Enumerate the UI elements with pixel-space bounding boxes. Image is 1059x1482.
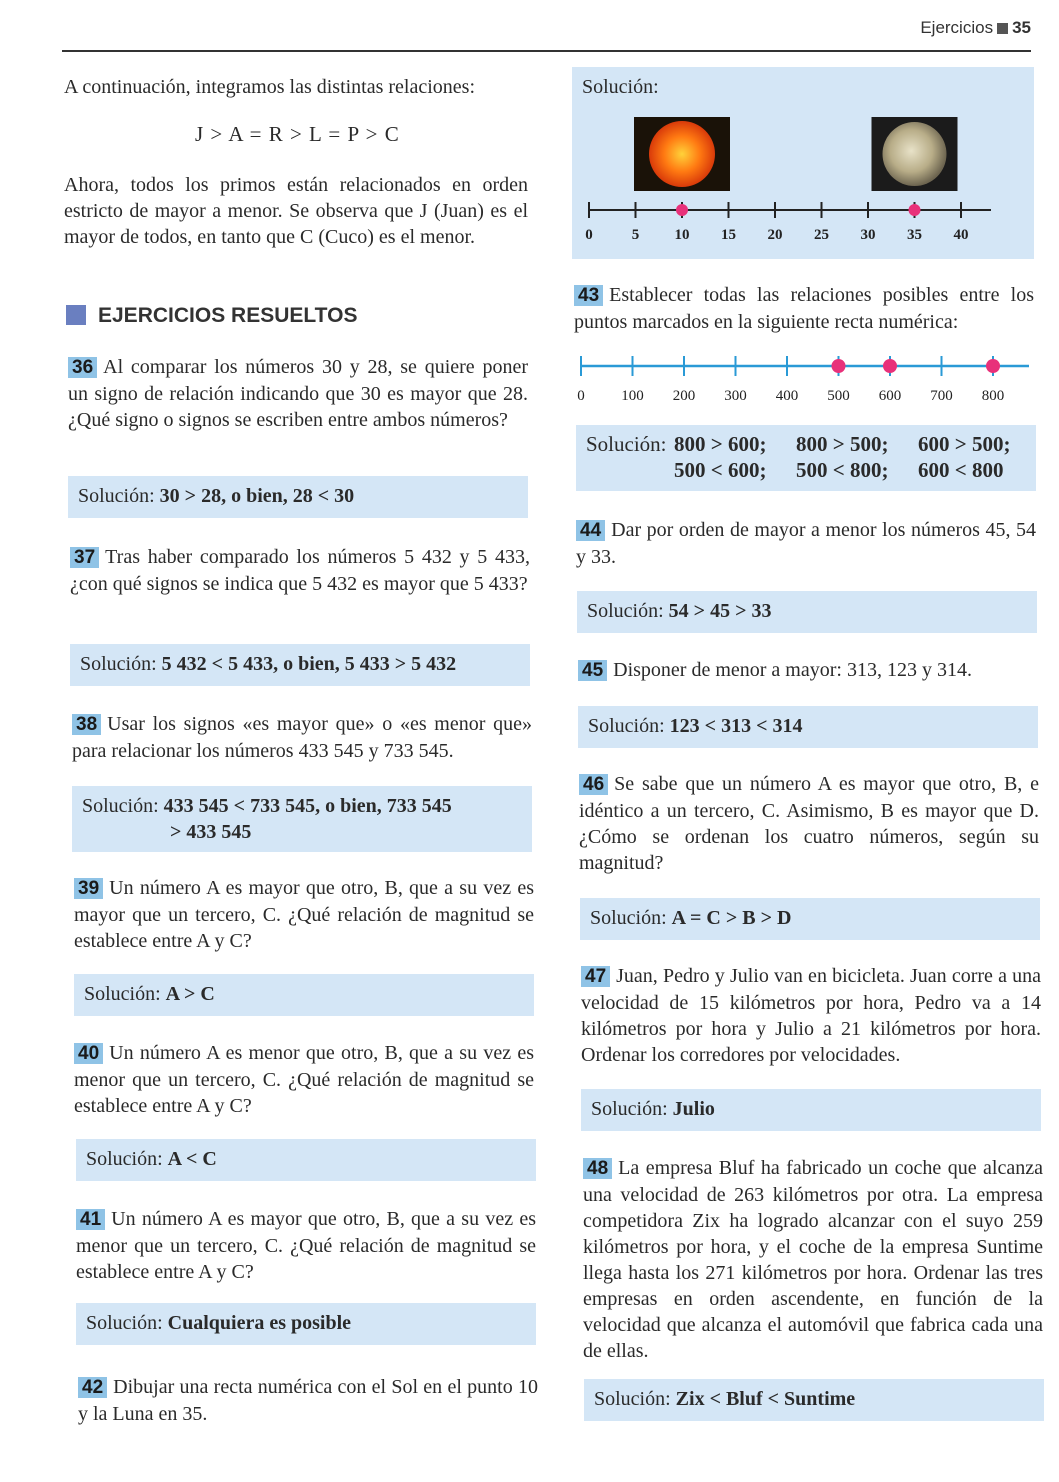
solution-value-cont: > 433 545 xyxy=(170,821,252,843)
square-icon xyxy=(66,305,86,325)
tick-label: 800 xyxy=(981,388,1005,404)
section-title: EJERCICIOS RESUELTOS xyxy=(98,304,358,327)
marked-point xyxy=(986,359,1000,373)
exercise-text: Un número A es mayor que otro, B, que a su vez es mayor que un tercero, C. ¿Qué relación de magnitud se establece entre A y C? xyxy=(74,877,534,952)
solution-label: Solución: xyxy=(86,1148,163,1170)
header-rule xyxy=(62,50,1031,52)
solution-47 xyxy=(581,1089,1041,1131)
solution-value: Julio xyxy=(672,1098,715,1120)
exercise-text: Tras haber comparado los números 5 432 y 5 433, ¿con qué signos se indica que 5 432 es mayor que 5 433? xyxy=(70,546,530,595)
solution-label: Solución: xyxy=(587,600,664,622)
solution-label: Solución: xyxy=(582,76,659,98)
tick-label: 100 xyxy=(621,388,644,404)
solution-label: Solución: xyxy=(78,485,155,507)
marked-point xyxy=(909,204,921,216)
exercise-number: 43 xyxy=(574,285,603,306)
tick-label: 500 xyxy=(827,388,850,404)
exercise-46 xyxy=(579,771,1039,876)
page-number: 35 xyxy=(1012,18,1031,37)
exercise-38 xyxy=(72,711,532,764)
solution-value: Cualquiera es posible xyxy=(167,1312,352,1334)
solution-value: 30 > 28, o bien, 28 < 30 xyxy=(159,485,355,507)
exercise-45 xyxy=(578,657,1038,684)
solution-value: 800 > 600; xyxy=(674,432,767,456)
square-icon xyxy=(997,23,1008,34)
tick-label: 5 xyxy=(631,227,640,243)
marked-point xyxy=(832,359,846,373)
exercise-number: 48 xyxy=(583,1158,612,1179)
solution-value: 500 < 800; xyxy=(796,458,889,482)
exercise-number: 47 xyxy=(581,966,610,987)
exercise-48 xyxy=(583,1155,1043,1364)
exercise-41 xyxy=(76,1206,536,1285)
solution-44 xyxy=(577,591,1037,633)
solution-value: 600 > 500; xyxy=(918,432,1011,456)
exercise-text: Juan, Pedro y Julio van en bicicleta. Juan corre a una velocidad de 15 kilómetros por hora, Pedro va a 14 kilómetros por hora y Julio a 21 kilómetros por hora. Ordenar los corredores por velocidades. xyxy=(581,965,1041,1066)
solution-39 xyxy=(74,974,534,1016)
exercise-number: 38 xyxy=(72,714,101,735)
exercise-number: 46 xyxy=(579,774,608,795)
moon-icon xyxy=(883,122,947,186)
exercise-42 xyxy=(78,1374,538,1427)
tick-label: 300 xyxy=(724,388,747,404)
solution-label: Solución: xyxy=(590,907,667,929)
exercise-text: Un número A es menor que otro, B, que a su vez es menor que un tercero, C. ¿Qué relación de magnitud se establece entre A y C? xyxy=(74,1042,534,1117)
solution-45 xyxy=(578,706,1038,748)
exercise-44 xyxy=(576,517,1036,570)
section-heading xyxy=(66,304,357,328)
solution-40 xyxy=(76,1139,536,1181)
tick-label: 40 xyxy=(953,227,969,243)
tick-label: 25 xyxy=(814,227,829,243)
solution-label: Solución: xyxy=(82,795,159,817)
intro-paragraph: Ahora, todos los primos están relacionados en orden estricto de mayor a menor. Se observa que J (Juan) es el mayor de todos, en tanto que C (Cuco) es el menor. xyxy=(64,174,528,248)
exercise-number: 37 xyxy=(70,547,99,568)
exercise-text: Establecer todas las relaciones posibles entre los puntos marcados en la siguiente recta numérica: xyxy=(574,284,1034,333)
tick-label: 20 xyxy=(767,227,783,243)
exercise-number: 39 xyxy=(74,878,103,899)
solution-label: Solución: xyxy=(86,1312,163,1334)
exercise-number: 36 xyxy=(68,357,97,378)
solution-36 xyxy=(68,476,528,518)
exercise-text: La empresa Bluf ha fabricado un coche que alcanza una velocidad de 263 kilómetros por otra. La empresa competidora Zix ha logrado alcanzar con el suyo 259 kilómetros por hora, y el coche de la empresa Suntime llega hasta los 271 kilómetros por hora. Ordenar las tres empresas en orden ascendente, en función de la velocidad que alcanza el automóvil que fabrica cada una de ellas. xyxy=(583,1157,1043,1362)
header-title: Ejercicios xyxy=(920,18,994,37)
exercise-number: 44 xyxy=(576,520,605,541)
solution-value: 123 < 313 < 314 xyxy=(669,715,803,737)
exercise-number: 41 xyxy=(76,1209,105,1230)
exercise-number: 45 xyxy=(578,660,607,681)
tick-label: 600 xyxy=(878,388,902,404)
exercise-43 xyxy=(574,282,1034,335)
solution-value: 500 < 600; xyxy=(674,458,767,482)
solution-value: Zix < Bluf < Suntime xyxy=(675,1388,856,1410)
exercise-text: Dibujar una recta numérica con el Sol en el punto 10 y la Luna en 35. xyxy=(78,1376,538,1425)
exercise-39 xyxy=(74,875,534,954)
marked-point xyxy=(676,204,688,216)
page-header xyxy=(920,18,1031,38)
solution-48 xyxy=(584,1379,1044,1421)
exercise-text: Al comparar los números 30 y 28, se quiere poner un signo de relación indicando que 30 es mayor que 28. ¿Qué signo o signos se escriben entre ambos números? xyxy=(68,356,528,431)
solution-46 xyxy=(580,898,1040,940)
tick-label: 400 xyxy=(775,388,799,404)
solution-43 xyxy=(576,425,1036,491)
tick-label: 200 xyxy=(672,388,696,404)
solution-value: A = C > B > D xyxy=(671,907,792,929)
tick-label: 0 xyxy=(585,227,593,243)
solution-value: A > C xyxy=(165,983,215,1005)
exercise-text: Un número A es mayor que otro, B, que a su vez es menor que un tercero, C. ¿Qué relación de magnitud se establece entre A y C? xyxy=(76,1208,536,1283)
exercise-36 xyxy=(68,354,528,433)
tick-label: 30 xyxy=(860,227,876,243)
solution-label: Solución: xyxy=(588,715,665,737)
intro-formula: J > A = R > L = P > C xyxy=(195,122,400,146)
solution-value: 54 > 45 > 33 xyxy=(668,600,772,622)
solution-37 xyxy=(70,644,530,686)
sun-moon-number-line xyxy=(572,67,1034,259)
exercise-47 xyxy=(581,963,1041,1068)
tick-label: 700 xyxy=(930,388,953,404)
solution-value: 5 432 < 5 433, o bien, 5 433 > 5 432 xyxy=(161,653,457,675)
exercise-37 xyxy=(70,544,530,597)
exercise-number: 42 xyxy=(78,1377,107,1398)
exercise-text: Usar los signos «es mayor que» o «es menor que» para relacionar los números 433 545 y 733 545. xyxy=(72,713,532,762)
exercise-number: 40 xyxy=(74,1043,103,1064)
solution-value: 600 < 800 xyxy=(918,458,1004,482)
tick-label: 15 xyxy=(721,227,736,243)
exercise-text: Disponer de menor a mayor: 313, 123 y 314. xyxy=(613,659,972,681)
marked-point xyxy=(883,359,897,373)
solution-value: A < C xyxy=(167,1148,217,1170)
numeric-line-43 xyxy=(572,346,1034,412)
solution-label: Solución: xyxy=(594,1388,671,1410)
solution-value: 433 545 < 733 545, o bien, 733 545 xyxy=(163,795,452,817)
exercise-text: Dar por orden de mayor a menor los números 45, 54 y 33. xyxy=(576,519,1036,568)
tick-label: 10 xyxy=(674,227,690,243)
tick-label: 0 xyxy=(577,388,585,404)
solution-38 xyxy=(72,786,532,852)
solution-label: Solución: xyxy=(591,1098,668,1120)
intro-line: A continuación, integramos las distintas relaciones: xyxy=(64,76,476,98)
solution-label: Solución: xyxy=(84,983,161,1005)
solution-value: 800 > 500; xyxy=(796,432,889,456)
solution-label: Solución: xyxy=(586,432,667,456)
solution-41 xyxy=(76,1303,536,1345)
exercise-text: Se sabe que un número A es mayor que otro, B, e idéntico a un tercero, C. Asimismo, B es mayor que D. ¿Cómo se ordenan los cuatro números, según su magnitud? xyxy=(579,773,1039,874)
exercise-40 xyxy=(74,1040,534,1119)
sun-icon xyxy=(649,121,715,187)
tick-label: 35 xyxy=(907,227,922,243)
solution-label: Solución: xyxy=(80,653,157,675)
